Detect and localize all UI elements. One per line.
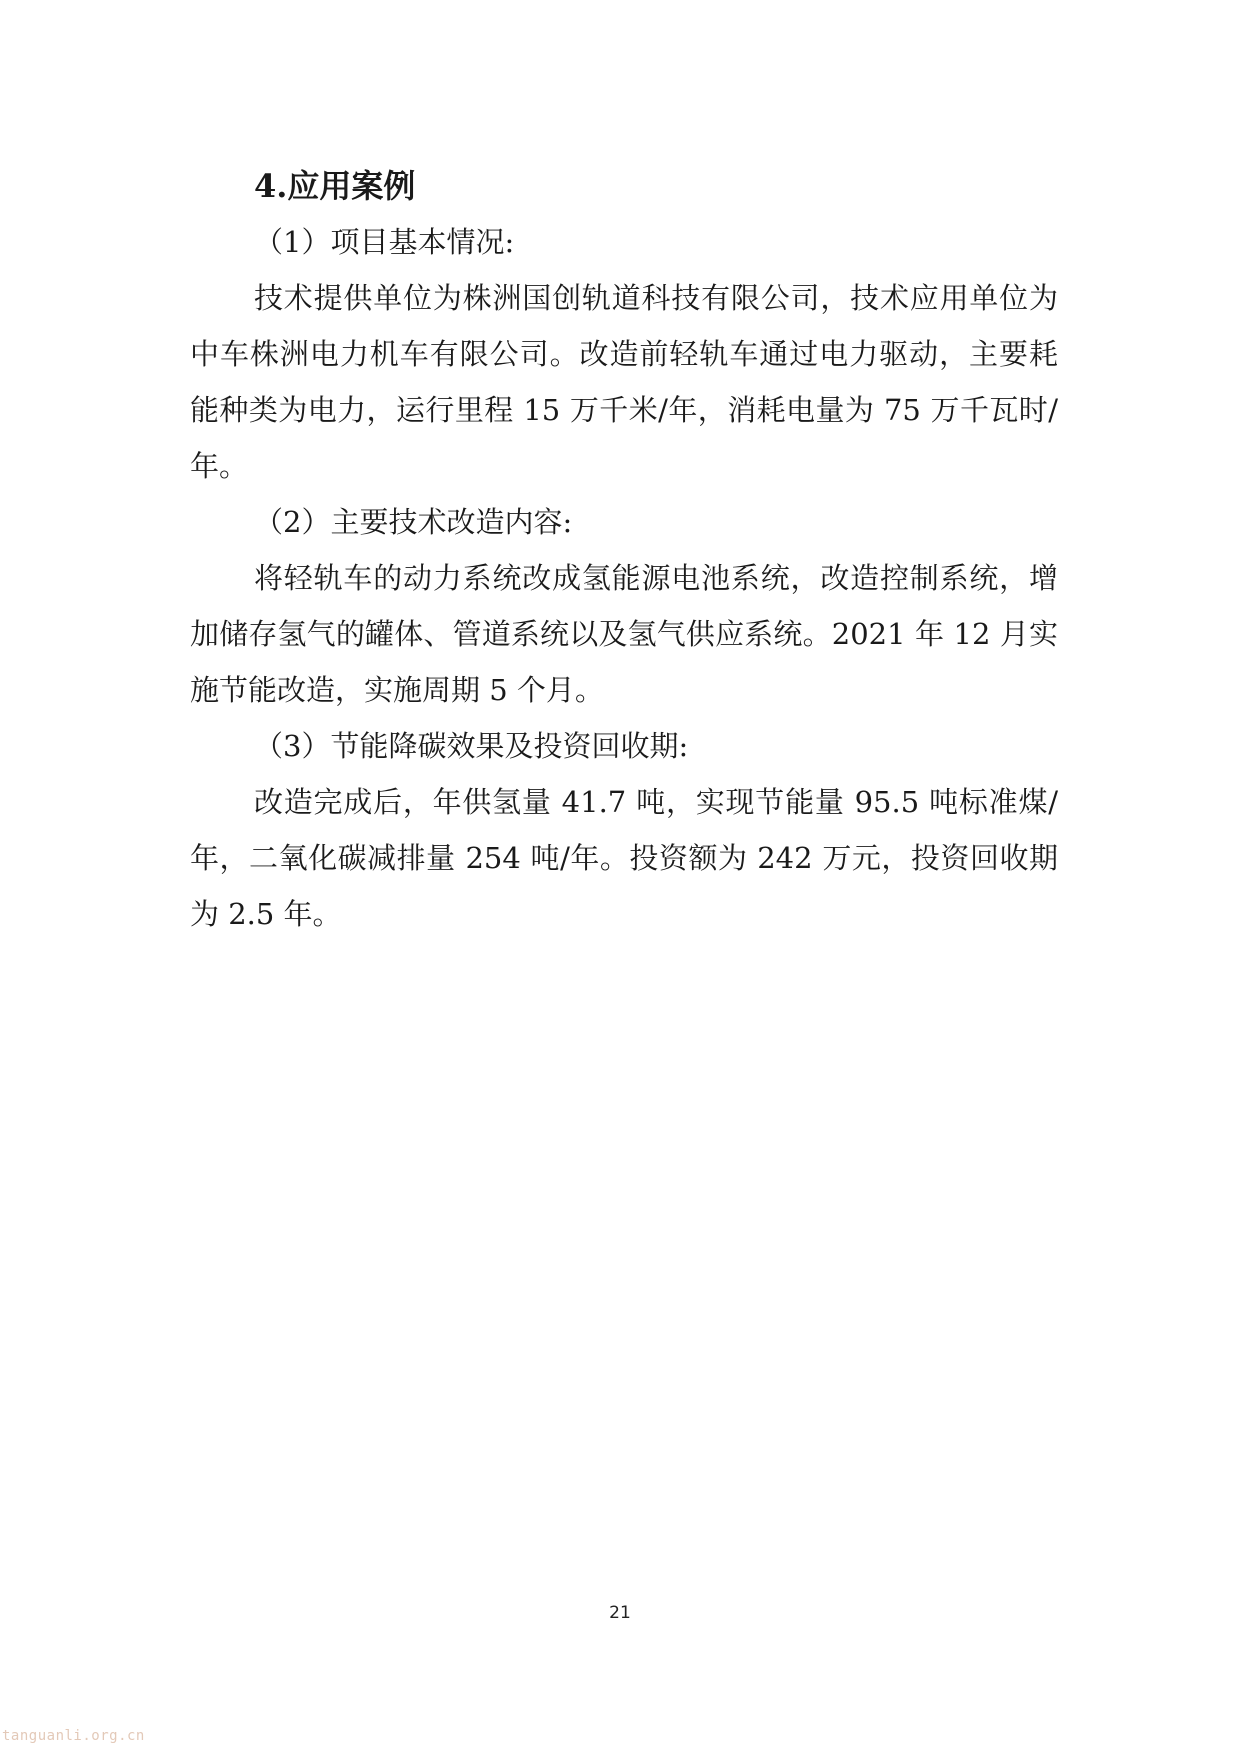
- paragraph-technical-retrofit: 将轻轨车的动力系统改成氢能源电池系统，改造控制系统，增加储存氢气的罐体、管道系统以及氢气供应系统。2021 年 12 月实施节能改造，实施周期 5 个月。: [190, 561, 1058, 707]
- section-heading: 4.应用案例: [254, 167, 416, 205]
- subheading-project-basics: （1）项目基本情况:: [254, 225, 515, 259]
- paragraph-project-basics: 技术提供单位为株洲国创轨道科技有限公司，技术应用单位为中车株洲电力机车有限公司。改造前轻轨车通过电力驱动，主要耗能种类为电力，运行里程 15 万千米/年，消耗电量为 75 万千瓦时/年。: [190, 281, 1058, 483]
- document-body: [190, 158, 1058, 942]
- watermark: tanguanli.org.cn: [2, 1728, 145, 1744]
- page-number: 21: [609, 1603, 631, 1623]
- paragraph-energy-saving-effect: 改造完成后，年供氢量 41.7 吨，实现节能量 95.5 吨标准煤/年，二氧化碳减排量 254 吨/年。投资额为 242 万元，投资回收期为 2.5 年。: [190, 785, 1058, 931]
- subheading-energy-saving-effect: （3）节能降碳效果及投资回收期:: [254, 729, 689, 763]
- subheading-technical-retrofit: （2）主要技术改造内容:: [254, 505, 573, 539]
